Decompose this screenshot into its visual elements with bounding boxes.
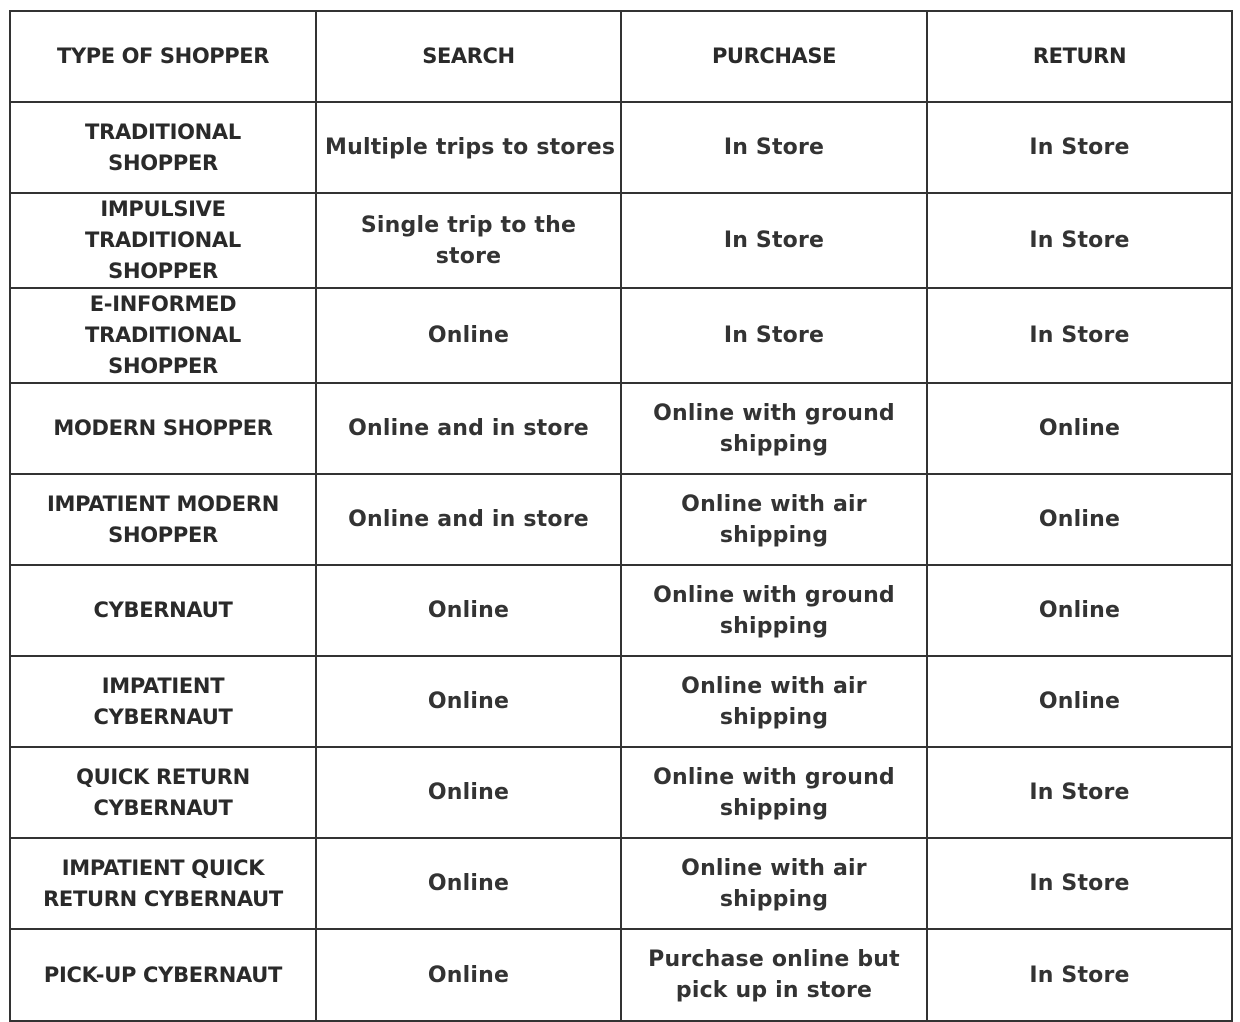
purchase-cell: Online with air shipping bbox=[621, 474, 927, 565]
shopper-type-cell: PICK-UP CYBERNAUT bbox=[10, 929, 316, 1021]
return-cell: In Store bbox=[927, 929, 1232, 1021]
table-header-row bbox=[10, 11, 1232, 102]
purchase-cell: In Store bbox=[621, 288, 927, 383]
return-cell: In Store bbox=[927, 747, 1232, 838]
return-cell: Online bbox=[927, 474, 1232, 565]
purchase-cell: Online with ground shipping bbox=[621, 383, 927, 474]
shopper-types-table-container bbox=[9, 10, 1231, 1022]
search-cell: Online bbox=[316, 929, 621, 1021]
return-cell: In Store bbox=[927, 102, 1232, 193]
search-cell: Online bbox=[316, 656, 621, 747]
table-row bbox=[10, 838, 1232, 929]
purchase-cell: Online with air shipping bbox=[621, 656, 927, 747]
header-purchase: PURCHASE bbox=[621, 11, 927, 102]
table-row bbox=[10, 288, 1232, 383]
return-cell: Online bbox=[927, 565, 1232, 656]
return-cell: Online bbox=[927, 383, 1232, 474]
shopper-type-cell: IMPATIENT CYBERNAUT bbox=[10, 656, 316, 747]
search-cell: Online and in store bbox=[316, 474, 621, 565]
header-return: RETURN bbox=[927, 11, 1232, 102]
shopper-type-cell: IMPULSIVE TRADITIONAL SHOPPER bbox=[10, 193, 316, 288]
search-cell: Online bbox=[316, 565, 621, 656]
header-type-of-shopper: TYPE OF SHOPPER bbox=[10, 11, 316, 102]
shopper-type-cell: MODERN SHOPPER bbox=[10, 383, 316, 474]
shopper-types-table bbox=[9, 10, 1233, 1022]
table-row bbox=[10, 383, 1232, 474]
purchase-cell: Purchase online but pick up in store bbox=[621, 929, 927, 1021]
purchase-cell: In Store bbox=[621, 102, 927, 193]
return-cell: In Store bbox=[927, 288, 1232, 383]
search-cell: Online bbox=[316, 747, 621, 838]
search-cell: Single trip to the store bbox=[316, 193, 621, 288]
shopper-type-cell: IMPATIENT QUICK RETURN CYBERNAUT bbox=[10, 838, 316, 929]
search-cell: Online and in store bbox=[316, 383, 621, 474]
search-cell: Online bbox=[316, 838, 621, 929]
table-row bbox=[10, 656, 1232, 747]
table-row bbox=[10, 193, 1232, 288]
purchase-cell: Online with air shipping bbox=[621, 838, 927, 929]
table-row bbox=[10, 102, 1232, 193]
table-row bbox=[10, 929, 1232, 1021]
table-row bbox=[10, 565, 1232, 656]
header-search: SEARCH bbox=[316, 11, 621, 102]
shopper-type-cell: IMPATIENT MODERN SHOPPER bbox=[10, 474, 316, 565]
shopper-type-cell: CYBERNAUT bbox=[10, 565, 316, 656]
shopper-type-cell: QUICK RETURN CYBERNAUT bbox=[10, 747, 316, 838]
shopper-type-cell: TRADITIONAL SHOPPER bbox=[10, 102, 316, 193]
search-cell: Online bbox=[316, 288, 621, 383]
table-row bbox=[10, 747, 1232, 838]
return-cell: In Store bbox=[927, 838, 1232, 929]
table-row bbox=[10, 474, 1232, 565]
search-cell: Multiple trips to stores bbox=[316, 102, 621, 193]
return-cell: Online bbox=[927, 656, 1232, 747]
return-cell: In Store bbox=[927, 193, 1232, 288]
purchase-cell: Online with ground shipping bbox=[621, 747, 927, 838]
purchase-cell: Online with ground shipping bbox=[621, 565, 927, 656]
purchase-cell: In Store bbox=[621, 193, 927, 288]
shopper-type-cell: E-INFORMED TRADITIONAL SHOPPER bbox=[10, 288, 316, 383]
